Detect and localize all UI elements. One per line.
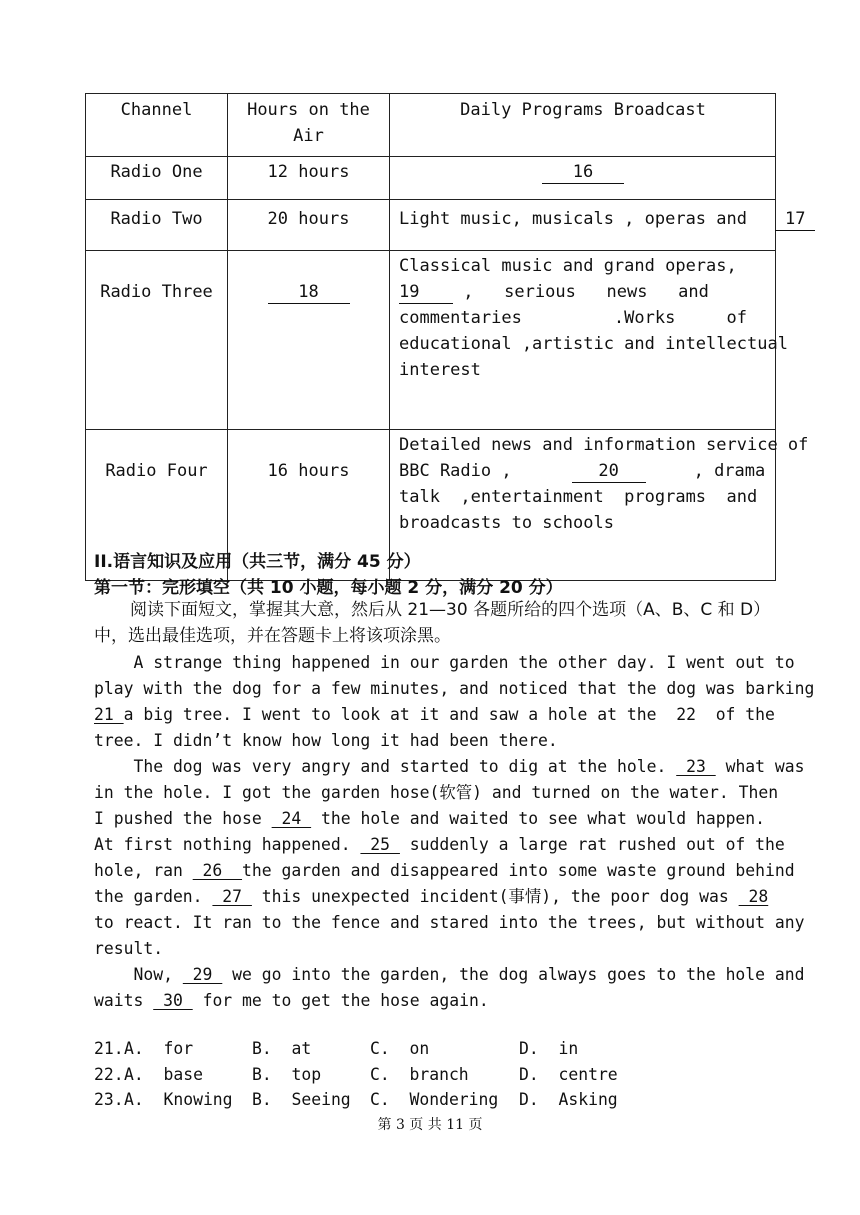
channel-cell: Radio Two <box>86 200 228 251</box>
passage-text: At first nothing happened. <box>94 835 361 854</box>
table-row <box>86 200 776 251</box>
passage-line: to react. It ran to the fence and stared into the trees, but without any <box>94 913 805 932</box>
programs-text: Light music, musicals , operas and <box>399 209 747 229</box>
option-b: B. at <box>252 1039 312 1058</box>
programs-line-text: , drama <box>693 461 766 481</box>
passage-text: this unexpected incident(事情), the poor dog was <box>251 887 739 906</box>
question-number: 21. <box>94 1039 124 1058</box>
blank-20: 20 <box>572 460 646 483</box>
option-a: A. for <box>124 1039 194 1058</box>
passage-line <box>94 884 769 910</box>
passage-line <box>94 754 805 780</box>
option-c: C. on <box>370 1039 430 1058</box>
passage-text: hole, ran <box>94 861 193 880</box>
section-title: II.语言知识及应用（共三节，满分 45 分） <box>94 552 421 572</box>
question-number: 22. <box>94 1065 124 1084</box>
option-b: B. top <box>252 1065 322 1084</box>
option-d: D. centre <box>519 1065 618 1084</box>
passage-text: the garden and disappeared into some waste ground behind <box>242 861 795 880</box>
passage-text: the garden. <box>94 887 213 906</box>
passage-line: result. <box>94 939 164 958</box>
programs-line: interest <box>399 360 481 380</box>
passage-line: play with the dog for a few minutes, and noticed that the dog was barking <box>94 679 815 698</box>
programs-line-text: , serious news and <box>453 282 709 302</box>
passage-line <box>94 962 805 988</box>
header-hours: Hours on the Air <box>228 94 390 157</box>
hours-cell <box>228 251 390 430</box>
header-programs: Daily Programs Broadcast <box>390 94 776 157</box>
passage-line: in the hole. I got the garden hose(软管) and turned on the water. Then <box>94 783 779 802</box>
programs-line: Classical music and grand operas, <box>399 256 737 276</box>
blank-24: 24 <box>271 809 312 828</box>
blank-23: 23 <box>676 757 716 776</box>
passage-line: tree. I didn’t know how long it had been there. <box>94 731 558 750</box>
instructions: 阅读下面短文，掌握其大意，然后从 21—30 各题所给的四个选项（A、B、C 和 D）中，选出最佳选项，并在答题卡上将该项涂黑。 <box>94 600 762 646</box>
programs-line: talk ,entertainment programs and <box>399 487 758 507</box>
passage-text: Now, <box>94 965 183 984</box>
passage-text: suddenly a large rat rushed out of the <box>399 835 785 854</box>
programs-line: Detailed news and information service of <box>399 435 809 455</box>
blank-25: 25 <box>360 835 400 854</box>
option-d: D. in <box>519 1039 579 1058</box>
programs-line: educational ,artistic and intellectual <box>399 334 788 354</box>
hours-cell: 12 hours <box>228 157 390 200</box>
option-d: D. Asking <box>519 1090 618 1109</box>
blank-21: 21 <box>94 705 124 724</box>
blank-29: 29 <box>182 965 223 984</box>
blank-18: 18 <box>268 281 350 304</box>
table-row <box>86 157 776 200</box>
blank-16: 16 <box>542 161 624 184</box>
radio-channels-table <box>85 93 809 581</box>
programs-cell <box>390 200 806 251</box>
option-c: C. branch <box>370 1065 469 1084</box>
page-footer: 第 3 页 共 11 页 <box>377 1117 483 1133</box>
blank-26: 26 <box>192 861 243 880</box>
passage-line <box>94 988 766 1014</box>
programs-line: broadcasts to schools <box>399 513 614 533</box>
programs-line: commentaries .Works of <box>399 308 747 328</box>
programs-line <box>399 458 767 484</box>
passage-line <box>94 858 795 884</box>
passage-text: for me to get the hose again. <box>192 991 489 1010</box>
programs-line <box>399 279 767 305</box>
passage-text: the hole and waited to see what would happen. <box>311 809 766 828</box>
question-number: 23. <box>94 1090 124 1109</box>
hours-cell: 20 hours <box>228 200 390 251</box>
part-title: 第一节：完形填空（共 10 小题，每小题 2 分，满分 20 分） <box>94 578 563 598</box>
blank-17: 17 <box>775 208 815 231</box>
option-c: C. Wondering <box>370 1090 499 1109</box>
channel-cell: Radio One <box>86 157 228 200</box>
programs-cell <box>390 157 776 200</box>
header-channel: Channel <box>86 94 228 157</box>
blank-30: 30 <box>153 991 193 1010</box>
passage-line <box>94 702 775 728</box>
passage-text: a big tree. I went to look at it and saw a hole at the 22 of the <box>123 705 775 724</box>
table-row <box>86 251 776 430</box>
passage-line <box>94 806 766 832</box>
blank-27: 27 <box>212 887 252 906</box>
channel-cell: Radio Four <box>86 430 228 581</box>
passage-text: we go into the garden, the dog always goes to the hole and <box>222 965 805 984</box>
option-a: A. Knowing <box>124 1090 233 1109</box>
passage-text: I pushed the hose <box>94 809 272 828</box>
passage-line: A strange thing happened in our garden the other day. I went out to <box>94 653 795 672</box>
channel-cell: Radio Three <box>86 251 228 430</box>
option-b: B. Seeing <box>252 1090 351 1109</box>
table-header-row <box>86 94 776 157</box>
option-a: A. base <box>124 1065 203 1084</box>
programs-line-text: BBC Radio , <box>399 461 512 481</box>
programs-cell <box>390 251 788 430</box>
passage-text: what was <box>715 757 805 776</box>
blank-28: 28 <box>738 887 769 906</box>
blank-19: 19 <box>399 281 453 304</box>
programs-cell <box>390 430 809 581</box>
passage-line <box>94 832 785 858</box>
passage-text: waits <box>94 991 154 1010</box>
passage-text: The dog was very angry and started to dig at the hole. <box>94 757 677 776</box>
hours-cell: 16 hours <box>228 430 390 581</box>
